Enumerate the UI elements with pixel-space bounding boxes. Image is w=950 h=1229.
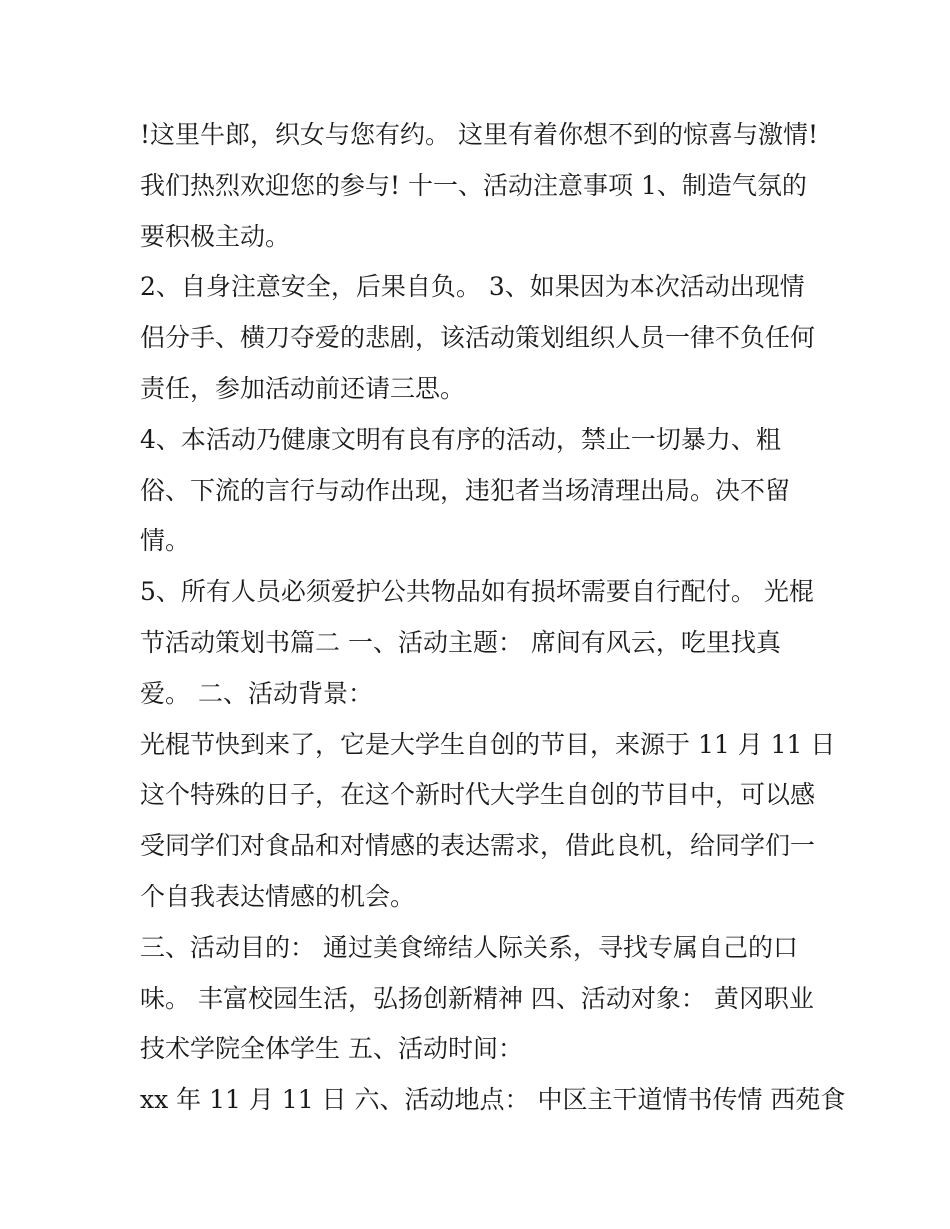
- text-line: xx 年 11 月 11 日 六、活动地点： 中区主干道情书传情 西苑食: [140, 1085, 846, 1115]
- text-line: 个自我表达情感的机会。: [140, 881, 416, 911]
- text-line: 2、自身注意安全，后果自负。 3、如果因为本次活动出现情: [140, 272, 805, 302]
- text-line: 受同学们对食品和对情感的表达需求，借此良机，给同学们一: [140, 831, 816, 861]
- text-line: 4、本活动乃健康文明有良有序的活动，禁止一切暴力、粗: [140, 424, 781, 454]
- text-line: 技术学院全体学生 五、活动时间：: [140, 1034, 523, 1064]
- text-line: 节活动策划书篇二 一、活动主题： 席间有风云，吃里找真: [140, 627, 781, 657]
- text-line: 三、活动目的： 通过美食缔结人际关系，寻找专属自己的口: [140, 932, 798, 962]
- text-line: 这个特殊的日子，在这个新时代大学生自创的节目中，可以感: [140, 780, 816, 810]
- text-line: 侣分手、横刀夺爱的悲剧，该活动策划组织人员一律不负任何: [140, 323, 816, 353]
- text-line: 味。 丰富校园生活，弘扬创新精神 四、活动对象： 黄冈职业: [140, 983, 814, 1013]
- text-line: 责任，参加活动前还请三思。: [140, 373, 466, 403]
- document-body: [140, 110, 846, 1126]
- text-line: 要积极主动。: [140, 221, 291, 251]
- text-line: 爱。 二、活动背景：: [140, 678, 373, 708]
- text-line: 5、所有人员必须爱护公共物品如有损坏需要自行配付。 光棍: [140, 577, 814, 607]
- text-line: 情。: [140, 526, 191, 556]
- text-line: 我们热烈欢迎您的参与! 十一、活动注意事项 1、制造气氛的: [140, 170, 807, 200]
- text-line: !这里牛郎，织女与您有约。 这里有着你想不到的惊喜与激情!: [140, 120, 819, 149]
- text-line: 光棍节快到来了，它是大学生自创的节目，来源于 11 月 11 日: [140, 729, 836, 759]
- text-line: 俗、下流的言行与动作出现，违犯者当场清理出局。决不留: [140, 475, 791, 505]
